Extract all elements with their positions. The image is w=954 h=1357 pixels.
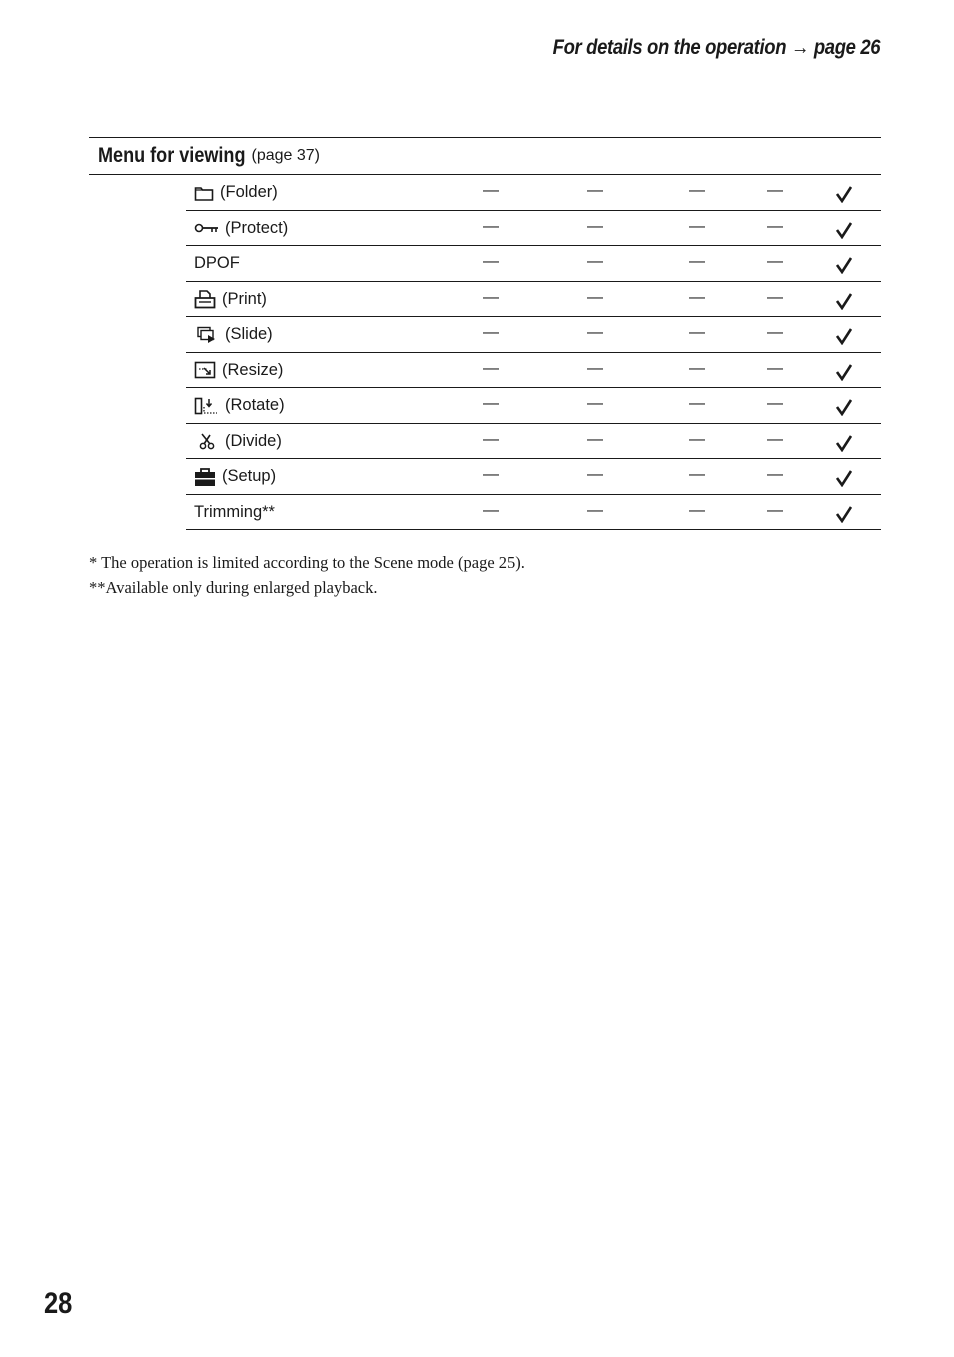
row-label: Trimming** — [194, 502, 275, 521]
row-label: (Rotate) — [225, 396, 285, 414]
cell-value: — — [587, 430, 603, 448]
cell-value: — — [689, 217, 705, 235]
cell-value: — — [483, 395, 499, 412]
cell-value: — — [689, 288, 705, 306]
section-page-ref: (page 37) — [251, 147, 321, 164]
checkmark-icon — [835, 506, 853, 523]
table-rows — [186, 175, 881, 530]
cell-value: — — [483, 182, 499, 199]
checkmark-icon — [835, 364, 853, 381]
checkmark-icon — [835, 470, 853, 487]
cell-value: — — [483, 359, 499, 377]
checkmark-icon — [835, 293, 853, 310]
cell-value: — — [587, 395, 603, 412]
table-row — [186, 424, 881, 460]
cell-value: — — [689, 395, 705, 412]
cell-value: — — [483, 217, 499, 235]
checkmark-icon — [835, 399, 853, 416]
table-row — [186, 459, 881, 495]
row-label: (Slide) — [225, 325, 273, 343]
row-label: DPOF — [194, 254, 240, 272]
cell-value: — — [767, 324, 783, 341]
cell-value: — — [483, 501, 499, 519]
scissors-icon — [194, 432, 219, 450]
checkmark-icon — [835, 435, 853, 452]
table-row — [186, 175, 881, 211]
toolbox-icon — [194, 467, 216, 487]
section-title: Menu for viewing — [98, 144, 246, 167]
cell-value: — — [689, 324, 705, 341]
section-header — [89, 137, 881, 175]
row-label: (Print) — [222, 289, 267, 308]
cell-value: — — [587, 182, 603, 199]
key-icon — [194, 222, 219, 234]
folder-icon — [194, 185, 214, 201]
cell-value: — — [767, 182, 783, 199]
cell-value: — — [587, 253, 603, 270]
checkmark-icon — [835, 328, 853, 345]
table-row — [186, 388, 881, 424]
cell-value: — — [689, 430, 705, 448]
cell-value: — — [587, 501, 603, 519]
rotate-icon — [194, 397, 219, 415]
cell-value: — — [587, 217, 603, 235]
cell-value: — — [689, 253, 705, 270]
checkmark-icon — [835, 186, 853, 203]
row-label: (Resize) — [222, 360, 284, 379]
cell-value: — — [689, 182, 705, 199]
row-label: (Divide) — [225, 431, 282, 450]
cell-value: — — [689, 501, 705, 519]
slide-icon — [194, 326, 219, 344]
resize-icon — [194, 361, 216, 379]
table-row — [186, 246, 881, 282]
cell-value: — — [587, 288, 603, 306]
table-row — [186, 282, 881, 318]
table-row — [186, 495, 881, 531]
cell-value: — — [767, 501, 783, 519]
table-row — [186, 353, 881, 389]
cell-value: — — [587, 466, 603, 483]
table-row — [186, 317, 881, 353]
row-label: (Protect) — [225, 218, 289, 237]
cell-value: — — [767, 395, 783, 412]
footnote-enlarged-playback: **Available only during enlarged playback. — [89, 578, 378, 597]
checkmark-icon — [835, 222, 853, 239]
cell-value: — — [689, 466, 705, 483]
cell-value: — — [767, 253, 783, 270]
print-icon — [194, 289, 216, 309]
cell-value: — — [689, 359, 705, 377]
cell-value: — — [587, 324, 603, 341]
header-reference: For details on the operation → page 26 — [552, 36, 880, 59]
cell-value: — — [483, 288, 499, 306]
cell-value: — — [767, 430, 783, 448]
cell-value: — — [767, 466, 783, 483]
cell-value: — — [483, 466, 499, 483]
cell-value: — — [767, 359, 783, 377]
row-label: (Setup) — [222, 467, 277, 485]
menu-table — [89, 137, 881, 530]
cell-value: — — [483, 253, 499, 270]
table-row — [186, 211, 881, 247]
cell-value: — — [587, 359, 603, 377]
checkmark-icon — [835, 257, 853, 274]
page-number: 28 — [44, 1287, 73, 1320]
cell-value: — — [483, 430, 499, 448]
row-label: (Folder) — [220, 183, 278, 201]
footnote-scene-mode: * The operation is limited according to the Scene mode (page 25). — [89, 553, 525, 572]
cell-value: — — [767, 217, 783, 235]
cell-value: — — [767, 288, 783, 306]
cell-value: — — [483, 324, 499, 341]
